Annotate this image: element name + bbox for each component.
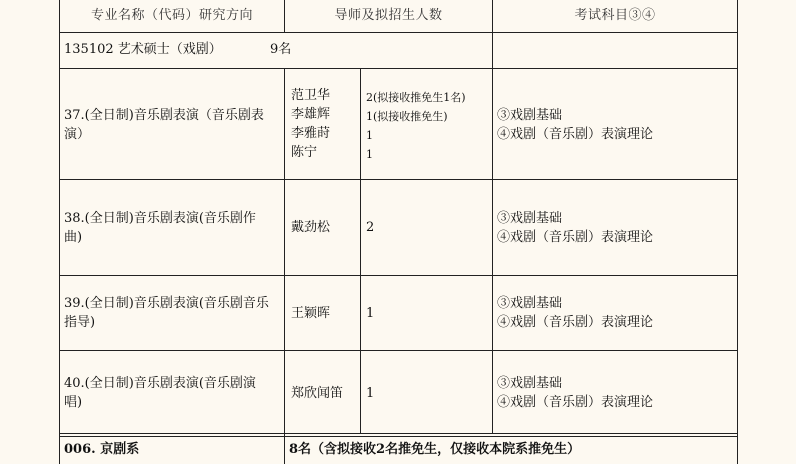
advisor-name: 陈宁: [291, 145, 318, 160]
exam-subject-4: ④戏剧（音乐剧）表演理论: [497, 395, 654, 410]
advisor-count: 1: [366, 129, 373, 142]
row37-advisors: [291, 86, 357, 162]
row38-counts: [366, 218, 490, 237]
col-divider-advisor: [360, 68, 361, 433]
advisor-name: 戴劲松: [291, 220, 331, 235]
exam-subject-4: ④戏剧（音乐剧）表演理论: [497, 127, 654, 142]
exam-subject-3: ③戏剧基础: [497, 296, 563, 311]
row37-direction: [64, 106, 282, 144]
row39-direction-line1: 39.(全日制)音乐剧表演(音乐剧音乐: [64, 296, 269, 311]
col-divider-2: [492, 68, 493, 433]
department-top-rule: [59, 436, 738, 437]
row37-counts: [366, 88, 490, 164]
row39-exams: [497, 294, 735, 332]
department-name: 006. 京剧系: [64, 442, 140, 457]
row40-advisors: [291, 384, 357, 403]
advisor-count: 2: [366, 220, 375, 235]
table-border-right: [737, 0, 738, 464]
row38-bottom-rule: [59, 275, 738, 276]
advisor-count: 2(拟接收推免生1名): [366, 91, 466, 104]
row39-direction-line2: 指导): [64, 315, 96, 330]
header-bottom-rule: [59, 32, 738, 33]
row39-bottom-rule: [59, 350, 738, 351]
advisor-name: 李雄辉: [291, 107, 331, 122]
row40-counts: [366, 384, 490, 403]
advisor-count: 1: [366, 306, 375, 321]
row40-direction-line1: 40.(全日制)音乐剧表演(音乐剧演: [64, 376, 256, 391]
row40-direction-line2: 唱): [64, 395, 83, 410]
program-row-bottom-rule: [59, 68, 738, 69]
row40-bottom-rule: [59, 433, 738, 434]
advisor-name: 郑欣闻笛: [291, 386, 344, 401]
row38-advisors: [291, 218, 357, 237]
header-exams: 考试科目③④: [574, 8, 656, 23]
row38-direction-line2: 曲): [64, 230, 83, 245]
exam-subject-3: ③戏剧基础: [497, 376, 563, 391]
header-direction: 专业名称（代码）研究方向: [90, 8, 253, 23]
row38-exams: [497, 209, 735, 247]
row37-direction-line1: 37.(全日制)音乐剧表演（音乐剧表: [64, 108, 264, 123]
row40-exams: [497, 374, 735, 412]
row37-bottom-rule: [59, 179, 738, 180]
advisor-count: 1(拟接收推免生): [366, 110, 448, 123]
exam-subject-4: ④戏剧（音乐剧）表演理论: [497, 315, 654, 330]
advisor-name: 王颖晖: [291, 306, 331, 321]
row38-direction-line1: 38.(全日制)音乐剧表演(音乐剧作: [64, 211, 256, 226]
row37-exams: [497, 106, 735, 144]
row39-advisors: [291, 304, 357, 323]
program-quota: 9名: [270, 42, 292, 57]
exam-subject-4: ④戏剧（音乐剧）表演理论: [497, 230, 654, 245]
row38-direction: [64, 209, 282, 247]
table-border-left: [59, 0, 60, 464]
row39-counts: [366, 304, 490, 323]
advisor-count: 1: [366, 386, 375, 401]
row39-direction: [64, 294, 282, 332]
exam-subject-3: ③戏剧基础: [497, 108, 563, 123]
exam-subject-3: ③戏剧基础: [497, 211, 563, 226]
header-advisors: 导师及拟招生人数: [334, 8, 443, 23]
department-quota: 8名（含拟接收2名推免生，仅接收本院系推免生）: [289, 442, 581, 457]
row40-direction: [64, 374, 282, 412]
advisor-count: 1: [366, 148, 373, 161]
advisor-name: 李雅莳: [291, 126, 331, 141]
col-divider-1: [284, 68, 285, 464]
program-code-name: 135102 艺术硕士（戏剧）: [64, 42, 222, 57]
advisor-name: 范卫华: [291, 88, 331, 103]
row37-direction-line2: 演）: [64, 127, 91, 142]
